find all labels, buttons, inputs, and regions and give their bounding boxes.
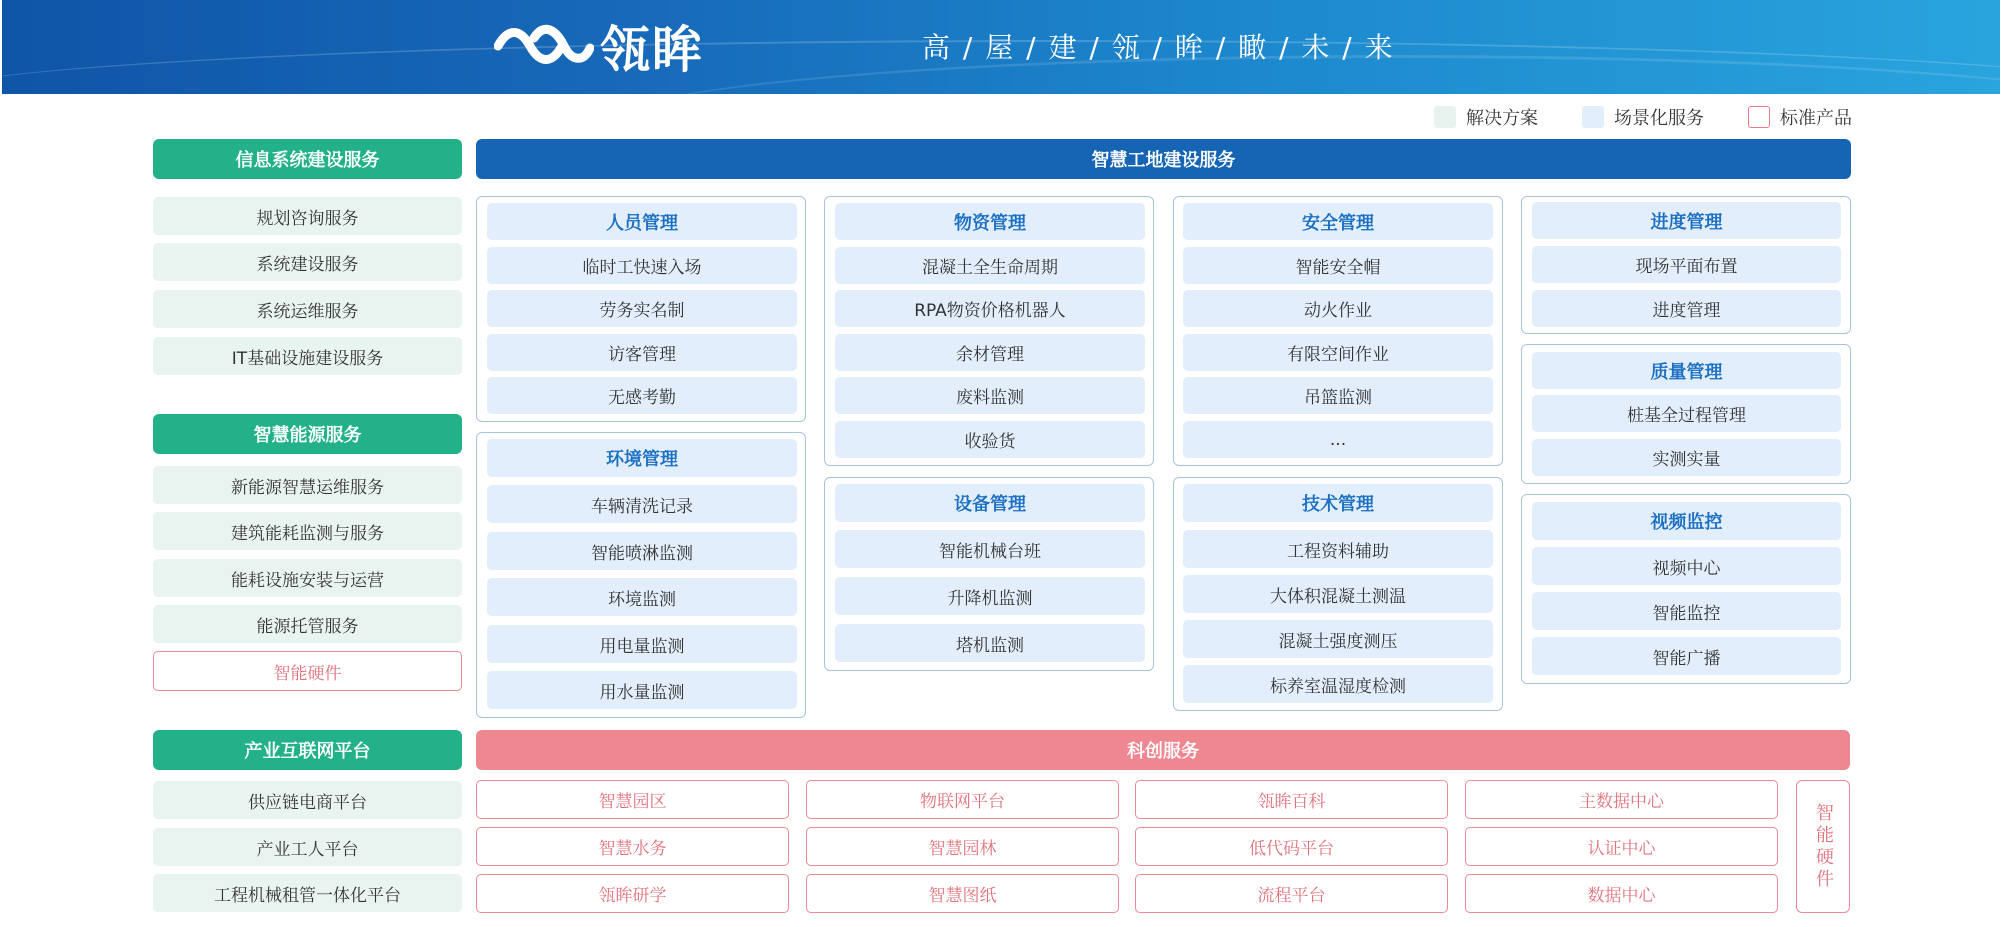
safety-item: 动火作业 — [1183, 290, 1493, 327]
logo-icon — [494, 24, 594, 68]
info-system-item: IT基础设施建设服务 — [153, 337, 462, 375]
tech-item: 混凝土强度测压 — [1183, 620, 1493, 658]
industry-item: 产业工人平台 — [153, 828, 462, 866]
tech-title: 技术管理 — [1183, 484, 1493, 522]
industry-item: 供应链电商平台 — [153, 781, 462, 819]
progress-title: 进度管理 — [1532, 202, 1841, 239]
equipment-item: 智能机械台班 — [835, 530, 1145, 568]
legend-item-scenario — [1582, 104, 1704, 130]
energy-item: 建筑能耗监测与服务 — [153, 512, 462, 550]
logo — [494, 14, 704, 78]
legend-item-solution — [1434, 104, 1538, 130]
energy-item: 能源托管服务 — [153, 605, 462, 643]
innovation-item: 智慧水务 — [476, 827, 789, 866]
personnel-item: 临时工快速入场 — [487, 247, 797, 284]
legend-label: 标准产品 — [1780, 108, 1852, 129]
legend-swatch — [1748, 106, 1770, 128]
innovation-item: 低代码平台 — [1135, 827, 1448, 866]
materials-item: RPA物资价格机器人 — [835, 290, 1145, 327]
tech-item: 大体积混凝土测温 — [1183, 575, 1493, 613]
video-item: 视频中心 — [1532, 547, 1841, 585]
safety-title: 安全管理 — [1183, 203, 1493, 240]
legend-label: 场景化服务 — [1614, 108, 1704, 129]
innovation-item: 主数据中心 — [1465, 780, 1778, 819]
innovation-item: 智慧图纸 — [806, 874, 1119, 913]
safety-item: 智能安全帽 — [1183, 247, 1493, 284]
innovation-item: 智慧园林 — [806, 827, 1119, 866]
info-system-header: 信息系统建设服务 — [153, 139, 462, 179]
innovation-item: 瓴眸百科 — [1135, 780, 1448, 819]
materials-item: 余材管理 — [835, 334, 1145, 371]
innovation-item: 瓴眸研学 — [476, 874, 789, 913]
energy-item: 能耗设施安装与运营 — [153, 559, 462, 597]
environment-title: 环境管理 — [487, 439, 797, 477]
innovation-header: 科创服务 — [476, 730, 1850, 770]
industry-header: 产业互联网平台 — [153, 730, 462, 770]
legend-swatch — [1434, 106, 1456, 128]
industry-item: 工程机械租管一体化平台 — [153, 874, 462, 912]
video-item: 智能监控 — [1532, 592, 1841, 630]
header-banner — [2, 0, 2000, 94]
legend — [1390, 104, 1852, 130]
environment-item: 车辆清洗记录 — [487, 485, 797, 523]
safety-item: 有限空间作业 — [1183, 334, 1493, 371]
site-header: 智慧工地建设服务 — [476, 139, 1851, 179]
legend-label: 解决方案 — [1466, 108, 1538, 129]
equipment-item: 塔机监测 — [835, 624, 1145, 662]
slogan: 高 / 屋 / 建 / 瓴 / 眸 / 瞰 / 未 / 来 — [922, 31, 1395, 64]
progress-item: 现场平面布置 — [1532, 246, 1841, 283]
environment-item: 用电量监测 — [487, 625, 797, 663]
innovation-item: 物联网平台 — [806, 780, 1119, 819]
materials-title: 物资管理 — [835, 203, 1145, 240]
safety-item: 吊篮监测 — [1183, 377, 1493, 414]
materials-item: 收验货 — [835, 421, 1145, 458]
innovation-item: 智慧园区 — [476, 780, 789, 819]
innovation-item: 数据中心 — [1465, 874, 1778, 913]
video-title: 视频监控 — [1532, 502, 1841, 540]
energy-header: 智慧能源服务 — [153, 414, 462, 454]
info-system-item: 系统运维服务 — [153, 290, 462, 328]
logo-text: 瓴眸 — [600, 21, 704, 79]
innovation-side-hardware — [1796, 780, 1850, 913]
quality-item: 实测实量 — [1532, 439, 1841, 476]
personnel-title: 人员管理 — [487, 203, 797, 240]
energy-item: 新能源智慧运维服务 — [153, 466, 462, 504]
environment-item: 智能喷淋监测 — [487, 532, 797, 570]
innovation-side-label: 智能硬件 — [1813, 802, 1834, 891]
quality-item: 桩基全过程管理 — [1532, 395, 1841, 432]
tech-item: 工程资料辅助 — [1183, 530, 1493, 568]
personnel-item: 访客管理 — [487, 334, 797, 371]
video-item: 智能广播 — [1532, 637, 1841, 675]
info-system-item: 系统建设服务 — [153, 243, 462, 281]
materials-item: 混凝土全生命周期 — [835, 247, 1145, 284]
energy-product: 智能硬件 — [153, 651, 462, 691]
equipment-item: 升降机监测 — [835, 577, 1145, 615]
safety-item: ... — [1183, 421, 1493, 458]
environment-item: 环境监测 — [487, 578, 797, 616]
environment-item: 用水量监测 — [487, 671, 797, 709]
innovation-item: 流程平台 — [1135, 874, 1448, 913]
materials-item: 废料监测 — [835, 377, 1145, 414]
personnel-item: 无感考勤 — [487, 377, 797, 414]
innovation-item: 认证中心 — [1465, 827, 1778, 866]
equipment-title: 设备管理 — [835, 484, 1145, 522]
quality-title: 质量管理 — [1532, 352, 1841, 389]
progress-item: 进度管理 — [1532, 290, 1841, 327]
info-system-item: 规划咨询服务 — [153, 197, 462, 235]
legend-swatch — [1582, 106, 1604, 128]
legend-item-standard — [1748, 104, 1852, 130]
personnel-item: 劳务实名制 — [487, 290, 797, 327]
tech-item: 标养室温湿度检测 — [1183, 665, 1493, 703]
